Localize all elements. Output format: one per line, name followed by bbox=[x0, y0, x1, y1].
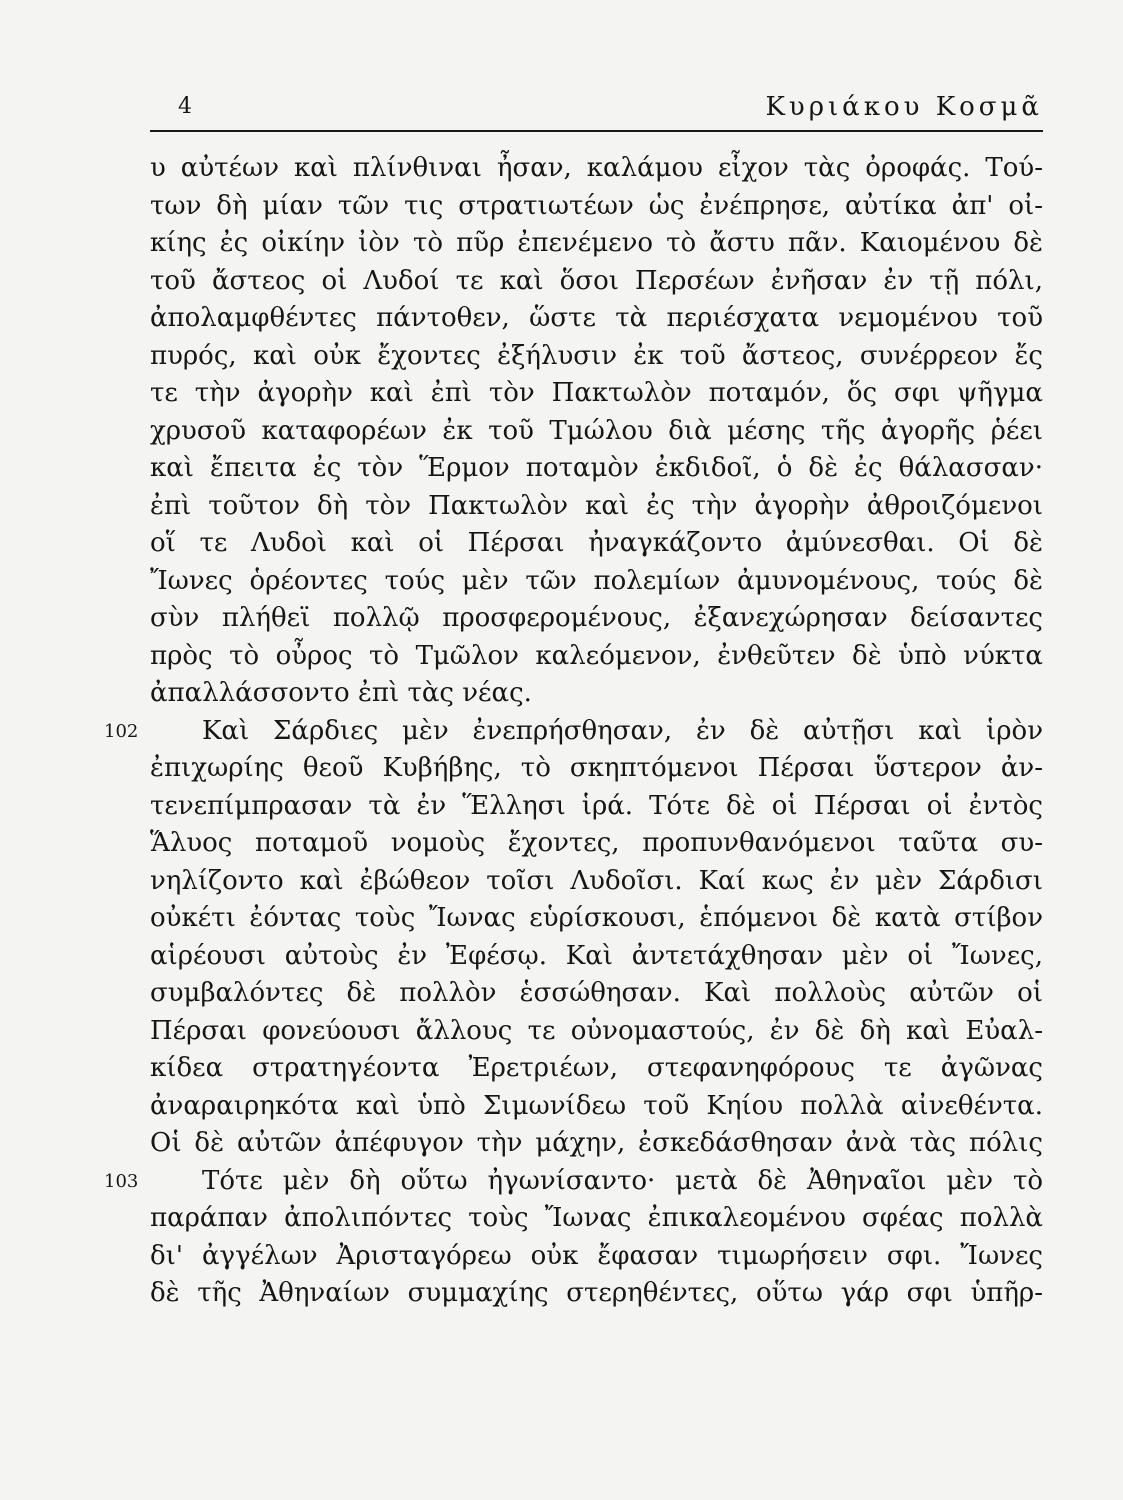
text-line: πρὸς τὸ οὖρος τὸ Τμῶλον καλεόμενον, ἐνθεῦτεν δὲ ὑπὸ νύκτα bbox=[150, 640, 1043, 671]
running-header bbox=[150, 92, 1043, 128]
text-line: Ἴωνες ὁρέοντες τούς μὲν τῶν πολεμίων ἀμυνομένους, τούς δὲ bbox=[150, 565, 1043, 596]
text-line: πυρός, καὶ οὐκ ἔχοντες ἐξήλυσιν ἐκ τοῦ ἄστεος, συνέρρεον ἔς bbox=[150, 340, 1043, 371]
text-line: τε τὴν ἀγορὴν καὶ ἐπὶ τὸν Πακτωλὸν ποταμόν, ὅς σφι ψῆγμα bbox=[150, 378, 1043, 408]
text-line: Οἱ δὲ αὐτῶν ἀπέφυγον τὴν μάχην, ἐσκεδάσθησαν ἀνὰ τὰς πόλις bbox=[150, 1128, 1043, 1158]
text-line: καὶ ἔπειτα ἐς τὸν Ἕρμον ποταμὸν ἐκδιδοῖ, ὁ δὲ ἐς θάλασσαν· bbox=[150, 453, 1043, 483]
text-line: κίδεα στρατηγέοντα Ἐρετριέων, στεφανηφόρους τε ἀγῶνας bbox=[150, 1053, 1043, 1083]
text-line: ἀπαλλάσσοντο ἐπὶ τὰς νέας. bbox=[150, 678, 532, 708]
text-line: αἱρέουσι αὐτοὺς ἐν Ἐφέσῳ. Καὶ ἀντετάχθησαν μὲν οἱ Ἴωνες, bbox=[150, 940, 1043, 971]
text-line: ἐπὶ τοῦτον δὴ τὸν Πακτωλὸν καὶ ἐς τὴν ἀγορὴν ἀθροιζόμενοι bbox=[150, 490, 1043, 521]
section-number-103: 103 bbox=[104, 1170, 139, 1192]
text-line: Πέρσαι φονεύουσι ἄλλους τε οὐνομαστούς, ἐν δὲ δὴ καὶ Εὐαλ- bbox=[150, 1015, 1043, 1046]
body-text bbox=[104, 150, 1043, 1313]
text-line: χρυσοῦ καταφορέων ἐκ τοῦ Τμώλου διὰ μέσης τῆς ἀγορῆς ῥέει bbox=[150, 415, 1043, 446]
text-line: τενεπίμπρασαν τὰ ἐν Ἕλλησι ἱρά. Τότε δὲ οἱ Πέρσαι οἱ ἐντὸς bbox=[150, 790, 1043, 821]
text-line: ἀναραιρηκότα καὶ ὑπὸ Σιμωνίδεω τοῦ Κηίου πολλὰ αἰνεθέντα. bbox=[150, 1090, 1043, 1121]
text-line: Τότε μὲν δὴ οὕτω ἠγωνίσαντο· μετὰ δὲ Ἀθηναῖοι μὲν τὸ bbox=[202, 1165, 1043, 1196]
text-line: ἐπιχωρίης θεοῦ Κυβήβης, τὸ σκηπτόμενοι Πέρσαι ὕστερον ἀν- bbox=[150, 753, 1043, 783]
text-line: δι' ἀγγέλων Ἀρισταγόρεω οὐκ ἔφασαν τιμωρήσειν σφι. Ἴωνες bbox=[150, 1240, 1043, 1271]
text-line: υ αὐτέων καὶ πλίνθιναι ἦσαν, καλάμου εἶχον τὰς ὀροφάς. Τού- bbox=[150, 153, 1043, 183]
text-line: κίης ἐς οἰκίην ἰὸν τὸ πῦρ ἐπενέμενο τὸ ἄστυ πᾶν. Καιομένου δὲ bbox=[150, 228, 1043, 258]
paragraph-102 bbox=[104, 713, 1043, 751]
text-line: Καὶ Σάρδιες μὲν ἐνεπρήσθησαν, ἐν δὲ αὐτῇσι καὶ ἱρὸν bbox=[202, 715, 1043, 746]
text-line: Ἅλυος ποταμοῦ νομοὺς ἔχοντες, προπυνθανόμενοι ταῦτα συ- bbox=[150, 828, 1043, 858]
paragraph-103 bbox=[104, 1163, 1043, 1201]
text-line: δὲ τῆς Ἀθηναίων συμμαχίης στερηθέντες, οὕτω γάρ σφι ὑπῆρ- bbox=[150, 1278, 1043, 1308]
running-title: Κυριάκου Κοσμᾶ bbox=[765, 92, 1043, 122]
header-rule bbox=[150, 130, 1043, 132]
text-line: οὐκέτι ἐόντας τοὺς Ἴωνας εὑρίσκουσι, ἑπόμενοι δὲ κατὰ στίβον bbox=[150, 903, 1043, 933]
text-line: τοῦ ἄστεος οἱ Λυδοί τε καὶ ὅσοι Περσέων ἐνῆσαν ἐν τῇ πόλι, bbox=[150, 265, 1043, 296]
text-line: των δὴ μίαν τῶν τις στρατιωτέων ὡς ἐνέπρησε, αὐτίκα ἀπ' οἰ- bbox=[150, 190, 1043, 221]
section-number-102: 102 bbox=[104, 720, 139, 742]
text-line: συμβαλόντες δὲ πολλὸν ἑσσώθησαν. Καὶ πολλοὺς αὐτῶν οἱ bbox=[150, 978, 1043, 1008]
text-line: παράπαν ἀπολιπόντες τοὺς Ἴωνας ἐπικαλεομένου σφέας πολλὰ bbox=[150, 1203, 1043, 1233]
text-line: ἀπολαμφθέντες πάντοθεν, ὥστε τὰ περιέσχατα νεμομένου τοῦ bbox=[150, 303, 1043, 333]
page-number: 4 bbox=[178, 94, 192, 119]
text-line: οἵ τε Λυδοὶ καὶ οἱ Πέρσαι ἠναγκάζοντο ἀμύνεσθαι. Οἱ δὲ bbox=[150, 528, 1043, 558]
text-line: σὺν πλήθεϊ πολλῷ προσφερομένους, ἐξανεχώρησαν δείσαντες bbox=[150, 603, 1043, 633]
text-line: νηλίζοντο καὶ ἐβώθεον τοῖσι Λυδοῖσι. Καί κως ἐν μὲν Σάρδισι bbox=[150, 865, 1043, 896]
